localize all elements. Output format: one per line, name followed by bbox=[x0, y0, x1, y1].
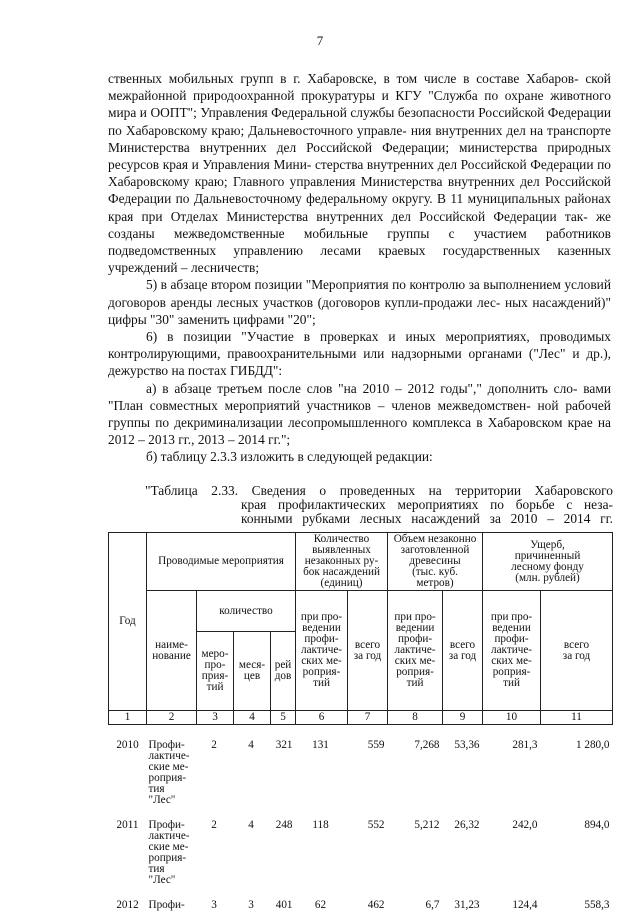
column-number: 8 bbox=[388, 711, 443, 725]
cell-raids: 248 bbox=[275, 819, 293, 831]
cell-year: 2010 bbox=[116, 739, 139, 751]
table-row bbox=[109, 739, 613, 807]
page-number: 7 bbox=[316, 33, 324, 48]
cell-damage-during: 124,4 bbox=[512, 899, 538, 911]
cell-detected-during: 131 bbox=[312, 739, 329, 751]
paragraph bbox=[108, 380, 611, 449]
row-gap bbox=[109, 807, 613, 819]
paragraph bbox=[108, 448, 611, 465]
text-line: по Дальневосточному федеральному округу. В 11 муниципальных районах bbox=[175, 191, 611, 207]
header-damage-during: при про- ведении профи- лактиче- ских ме- роприя- тий bbox=[483, 591, 541, 711]
body-text bbox=[108, 70, 611, 466]
text-line: ственных мобильных групп в г. Хабаровске, в том числе в составе Хабаров- bbox=[108, 71, 579, 86]
cell-events: 3 bbox=[211, 899, 217, 911]
header-detected-during: при про- ведении профи- лактиче- ских ме- роприя- тий bbox=[296, 591, 348, 711]
cell-damage-total: 894,0 bbox=[584, 819, 610, 831]
table-caption-line-1: "Таблица 2.33. Сведения о проведенных на территории Хабаровского bbox=[145, 483, 613, 498]
text-line: Российской Федерации по Хабаровскому краю; Дальневосточного управле- bbox=[108, 105, 611, 138]
table-row bbox=[109, 819, 613, 887]
text-line: Хабаровском крае на 2012 – 2013 гг., 2013 – 2014 гг."; bbox=[108, 415, 611, 448]
header-damage-group: Ущерб, причиненный лесному фонду (млн. рублей) bbox=[483, 533, 613, 591]
text-line: Главного управления Министерства внутренних дел Российской Федерации bbox=[108, 174, 611, 207]
text-line: ной рабочей группы по декриминализации лесопромышленного комплекса в bbox=[108, 397, 611, 431]
column-number: 6 bbox=[296, 711, 348, 725]
text-line: же созданы межведомственные мобильные группы с участием работников bbox=[108, 208, 611, 241]
cell-detected-total: 552 bbox=[367, 819, 385, 831]
table-caption-line-3: конными рубками лесных насаждений за 2010 – 2014 гг. bbox=[241, 511, 613, 526]
column-number: 10 bbox=[483, 711, 541, 725]
text-line: 6) в позиции "Участие в проверках и иных мероприятиях, проводимых bbox=[146, 329, 611, 345]
header-quantity-group: количество bbox=[197, 591, 296, 632]
text-line: края при Отделах Министерства внутренних дел Российской Федерации так- bbox=[108, 208, 588, 224]
cell-damage-during: 281,3 bbox=[512, 739, 538, 751]
cell-name: Профи- лактиче- ские ме- роприя- тия "Лес" bbox=[148, 739, 190, 806]
header-volume-during: при про- ведении профи- лактиче- ских ме- роприя- тий bbox=[388, 591, 443, 711]
cell-damage-during: 242,0 bbox=[512, 819, 538, 831]
column-number: 5 bbox=[271, 711, 296, 725]
cell-raids: 321 bbox=[275, 739, 293, 751]
paragraph bbox=[108, 276, 611, 328]
text-line: животного мира и ООПТ"; Управления Федеральной службы безопасности bbox=[108, 88, 611, 121]
header-damage-total: всего за год bbox=[541, 591, 613, 711]
text-line: подведомственных управлению лесами краевых государственных казенных bbox=[108, 243, 611, 259]
header-detected-total: всего за год bbox=[348, 591, 388, 711]
column-number: 11 bbox=[541, 711, 613, 725]
paragraph bbox=[108, 70, 611, 276]
text-line: стерства внутренних дел Российской Федерации по Хабаровскому краю; bbox=[108, 157, 612, 190]
cell-months: 4 bbox=[248, 819, 254, 831]
cell-name: Профи- лактиче- ские ме- роприя- тия "Лес" bbox=[148, 819, 190, 886]
cell-damage-total: 558,3 bbox=[584, 899, 610, 911]
column-number: 2 bbox=[147, 711, 197, 725]
column-number: 7 bbox=[348, 711, 388, 725]
cell-year: 2012 bbox=[116, 899, 139, 911]
header-volume-group: Объем незаконно заготовленной древесины (тыс. куб. метров) bbox=[388, 533, 483, 591]
header-year: Год bbox=[109, 533, 147, 711]
table-caption bbox=[145, 484, 613, 526]
header-detected-group: Количество выявленных незаконных ру- бок насаждений (единиц) bbox=[296, 533, 388, 591]
cell-volume-during: 7,268 bbox=[414, 739, 440, 751]
cell-volume-during: 5,212 bbox=[414, 819, 440, 831]
cell-events: 2 bbox=[211, 819, 217, 831]
cell-year: 2011 bbox=[116, 819, 139, 831]
header-volume-total: всего за год bbox=[443, 591, 483, 711]
cell-volume-total: 53,36 bbox=[454, 739, 480, 751]
text-line: контролирующими, правоохранительными или надзорными органами ("Лес" bbox=[108, 346, 566, 362]
row-gap bbox=[109, 887, 613, 899]
cell-volume-total: 31,23 bbox=[454, 899, 480, 911]
cell-months: 4 bbox=[248, 739, 254, 751]
text-line: а) в абзаце третьем после слов "на 2010 – 2012 годы"," дополнить сло- bbox=[146, 380, 578, 396]
cell-detected-total: 559 bbox=[367, 739, 385, 751]
cell-volume-during: 6,7 bbox=[425, 899, 440, 911]
text-line: условий договоров аренды лесных участков (договоров купли-продажи лес- bbox=[108, 277, 611, 310]
header-months: меся- цев bbox=[234, 632, 271, 711]
text-line: ных насаждений)" цифры "30" заменить цифрами "20"; bbox=[108, 294, 611, 327]
cell-damage-total: 1 280,0 bbox=[575, 739, 610, 751]
column-number: 9 bbox=[443, 711, 483, 725]
text-line: ской межрайонной природоохранной прокуратуры и КГУ "Служба по охране bbox=[108, 71, 611, 104]
cell-volume-total: 26,32 bbox=[454, 819, 480, 831]
row-spacer bbox=[109, 725, 613, 740]
header-name: наиме- нование bbox=[147, 591, 197, 711]
text-line: и др.), дежурство на постах ГИБДД": bbox=[108, 346, 611, 379]
text-line: б) таблицу 2.3.3 изложить в следующей редакции: bbox=[146, 449, 433, 465]
column-number: 4 bbox=[234, 711, 271, 725]
cell-detected-total: 462 bbox=[367, 899, 385, 911]
cell-name: Профи- bbox=[148, 899, 185, 911]
text-line: Федерации; министерства природных ресурсов края и Управления Мини- bbox=[108, 139, 611, 173]
header-raids: рей дов bbox=[271, 632, 296, 711]
table-caption-line-2: края профилактических мероприятиях по борьбе с неза- bbox=[241, 497, 613, 512]
column-number: 1 bbox=[109, 711, 147, 725]
column-number: 3 bbox=[197, 711, 234, 725]
text-line: вами "План совместных мероприятий участников – членов межведомствен- bbox=[108, 380, 611, 413]
cell-detected-during: 62 bbox=[314, 899, 327, 911]
prevention-table bbox=[108, 532, 613, 912]
cell-raids: 401 bbox=[275, 899, 293, 911]
cell-months: 3 bbox=[248, 899, 254, 911]
table-row bbox=[109, 899, 613, 912]
cell-detected-during: 118 bbox=[312, 819, 329, 831]
text-line: 5) в абзаце втором позиции "Мероприятия по контролю за выполнением bbox=[146, 277, 561, 293]
cell-events: 2 bbox=[211, 739, 217, 751]
paragraph bbox=[108, 328, 611, 380]
text-line: учреждений – лесничеств; bbox=[108, 260, 260, 276]
header-events: меро- про- прия- тий bbox=[197, 632, 234, 711]
text-line: ния внутренних дел на транспорте Министерства внутренних дел Российской bbox=[108, 122, 611, 155]
header-events-group: Проводимые мероприятия bbox=[147, 533, 296, 591]
